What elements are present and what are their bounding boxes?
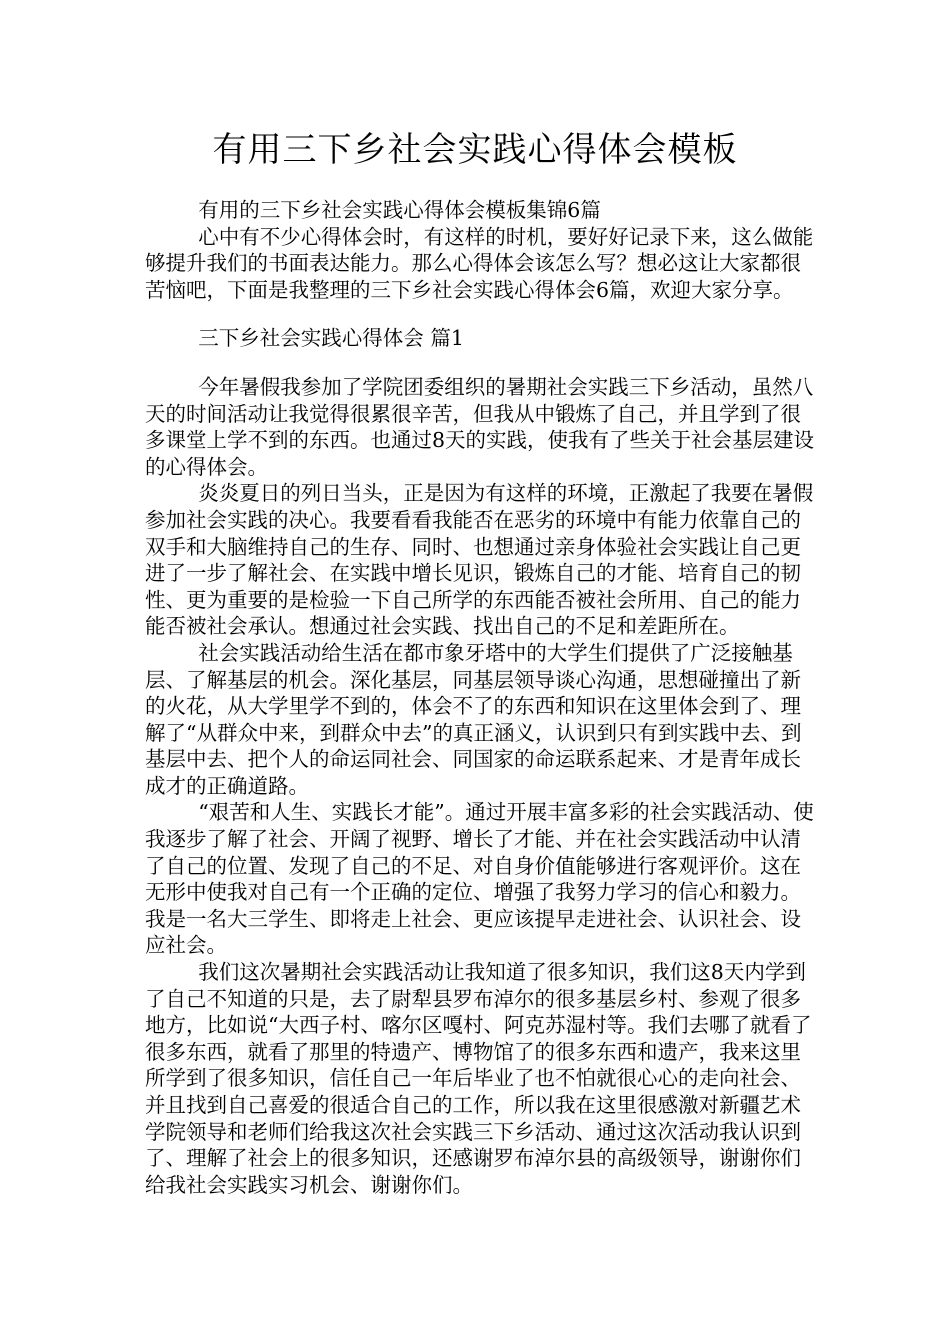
body-paragraph: 炎炎夏日的列日当头，正是因为有这样的环境，正激起了我要在暑假参加社会实践的决心。我要看看我能否在恶劣的环境中有能力依靠自己的双手和大脑维持自己的生存、同时、也想通过亲身体验社会实践让自己更进了一步了解社会、在实践中增长见识，锻炼自己的才能、培育自己的韧性、更为重要的是检验一下自己所学的东西能否被社会所用、自己的能力能否被社会承认。想通过社会实践、找出自己的不足和差距所在。 bbox=[145, 481, 814, 639]
document-body bbox=[145, 197, 817, 1198]
body-paragraph: 社会实践活动给生活在都市象牙塔中的大学生们提供了广泛接触基层、了解基层的机会。深化基层，同基层领导谈心沟通，思想碰撞出了新的火花，从大学里学不到的，体会不了的东西和知识在这里体会到了、理解了“从群众中来，到群众中去”的真正涵义，认识到只有到实践中去、到基层中去、把个人的命运同社会、同国家的命运联系起来、才是青年成长成才的正确道路。 bbox=[145, 640, 802, 798]
section-heading: 三下乡社会实践心得体会 篇1 bbox=[198, 326, 464, 351]
spacer bbox=[145, 303, 817, 325]
subtitle-line: 有用的三下乡社会实践心得体会模板集锦6篇 bbox=[198, 198, 601, 222]
body-paragraph: 今年暑假我参加了学院团委组织的暑期社会实践三下乡活动，虽然八天的时间活动让我觉得很累很辛苦，但我从中锻炼了自己，并且学到了很多课堂上学不到的东西。也通过8天的实践，使我有了些关于社会基层建设的心得体会。 bbox=[145, 374, 815, 479]
intro-paragraph: 心中有不少心得体会时，有这样的时机，要好好记录下来，这么做能够提升我们的书面表达能力。那么心得体会该怎么写？想必这让大家都很苦恼吧，下面是我整理的三下乡社会实践心得体会6篇，欢迎大家分享。 bbox=[145, 224, 814, 302]
body-paragraph: “艰苦和人生、实践长才能”。通过开展丰富多彩的社会实践活动、使我逐步了解了社会、开阔了视野、增长了才能、并在社会实践活动中认清了自己的位置、发现了自己的不足、对自身价值能够进行客观评价。这在无形中使我对自己有一个正确的定位、增强了我努力学习的信心和毅力。我是一名大三学生、即将走上社会、更应该提早走进社会、认识社会、设应社会。 bbox=[145, 800, 814, 958]
body-paragraph: 我们这次暑期社会实践活动让我知道了很多知识，我们这8天内学到了自己不知道的只是，去了尉犁县罗布淖尔的很多基层乡村、参观了很多地方，比如说“大西子村、喀尔区嘎村、阿克苏湿村等。我们去哪了就看了很多东西，就看了那里的特遗产、博物馆了的很多东西和遗产，我来这里所学到了很多知识，信任自己一年后毕业了也不怕就很心心的走向社会、并且找到自己喜爱的很适合自己的工作，所以我在这里很感激对新疆艺术学院领导和老师们给我这次社会实践三下乡活动、通过这次活动我认识到了、理解了社会上的很多知识，还感谢罗布淖尔县的高级领导，谢谢你们给我社会实践实习机会、谢谢你们。 bbox=[145, 960, 812, 1197]
document-title: 有用三下乡社会实践心得体会模板 bbox=[212, 130, 738, 170]
spacer bbox=[145, 352, 817, 374]
